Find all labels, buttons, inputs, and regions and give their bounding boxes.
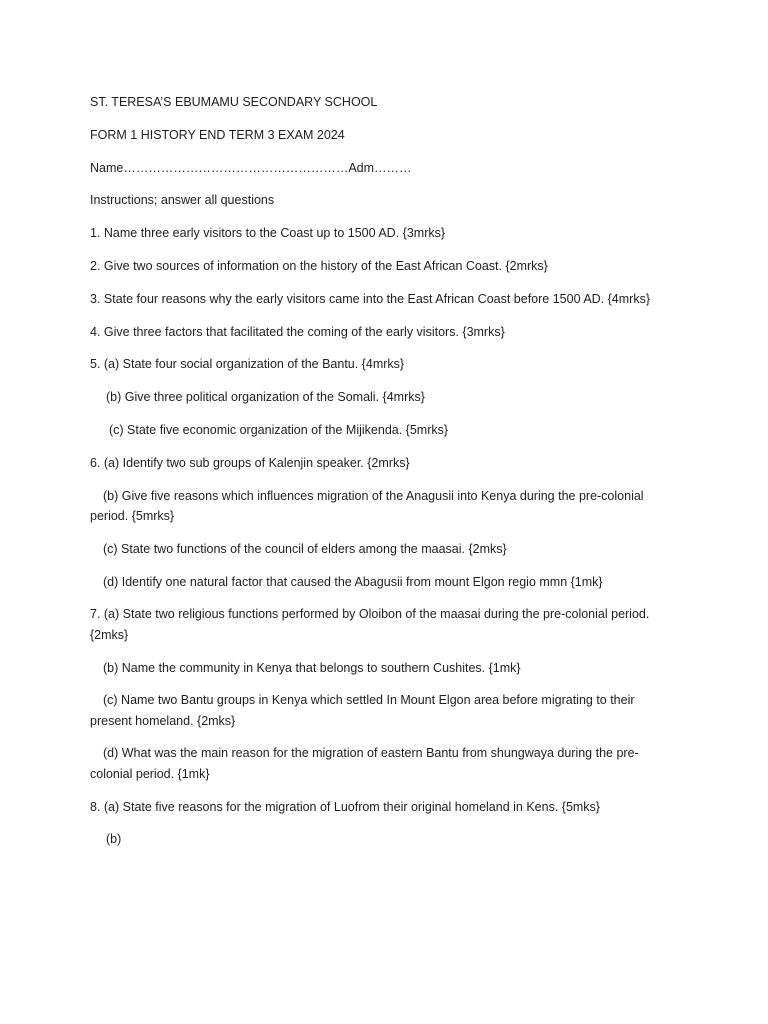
question-7b: (b) Name the community in Kenya that belongs to southern Cushites. {1mk}	[103, 661, 521, 675]
question-5a: 5. (a) State four social organization of the Bantu. {4mrks}	[90, 357, 405, 371]
question-7c-cont: present homeland. {2mks}	[90, 714, 236, 728]
question-8a: 8. (a) State five reasons for the migration of Luofrom their original homeland in Kens. {5mks}	[90, 800, 600, 814]
question-2: 2. Give two sources of information on the history of the East African Coast. {2mrks}	[90, 259, 548, 273]
question-7c: (c) Name two Bantu groups in Kenya which settled In Mount Elgon area before migrating to their	[103, 693, 635, 707]
question-5b: (b) Give three political organization of the Somali. {4mrks}	[106, 390, 425, 404]
question-7d-cont: colonial period. {1mk}	[90, 767, 210, 781]
exam-title: FORM 1 HISTORY END TERM 3 EXAM 2024	[90, 128, 345, 142]
question-7a-cont: {2mks}	[90, 628, 129, 642]
name-adm-line: Name………………………………………………Adm………	[90, 161, 412, 175]
question-4: 4. Give three factors that facilitated the coming of the early visitors. {3mrks}	[90, 325, 505, 339]
question-3: 3. State four reasons why the early visitors came into the East African Coast before 1500 AD. {4mrks}	[90, 292, 651, 306]
question-5c: (c) State five economic organization of the Mijikenda. {5mrks}	[109, 423, 449, 437]
question-8b: (b)	[106, 832, 122, 846]
instructions: Instructions; answer all questions	[90, 193, 275, 207]
question-6b: (b) Give five reasons which influences migration of the Anagusii into Kenya during the pre-colonial	[103, 489, 644, 503]
question-6b-cont: period. {5mrks}	[90, 509, 175, 523]
question-6d: (d) Identify one natural factor that caused the Abagusii from mount Elgon regio mmn {1mk}	[103, 575, 603, 589]
question-1: 1. Name three early visitors to the Coast up to 1500 AD. {3mrks}	[90, 226, 446, 240]
question-6a: 6. (a) Identify two sub groups of Kalenjin speaker. {2mrks}	[90, 456, 410, 470]
question-6c: (c) State two functions of the council of elders among the maasai. {2mks}	[103, 542, 507, 556]
question-7d: (d) What was the main reason for the migration of eastern Bantu from shungwaya during the pre-	[103, 746, 639, 760]
school-name: ST. TERESA’S EBUMAMU SECONDARY SCHOOL	[90, 95, 378, 109]
question-7a: 7. (a) State two religious functions performed by Oloibon of the maasai during the pre-colonial period.	[90, 607, 650, 621]
